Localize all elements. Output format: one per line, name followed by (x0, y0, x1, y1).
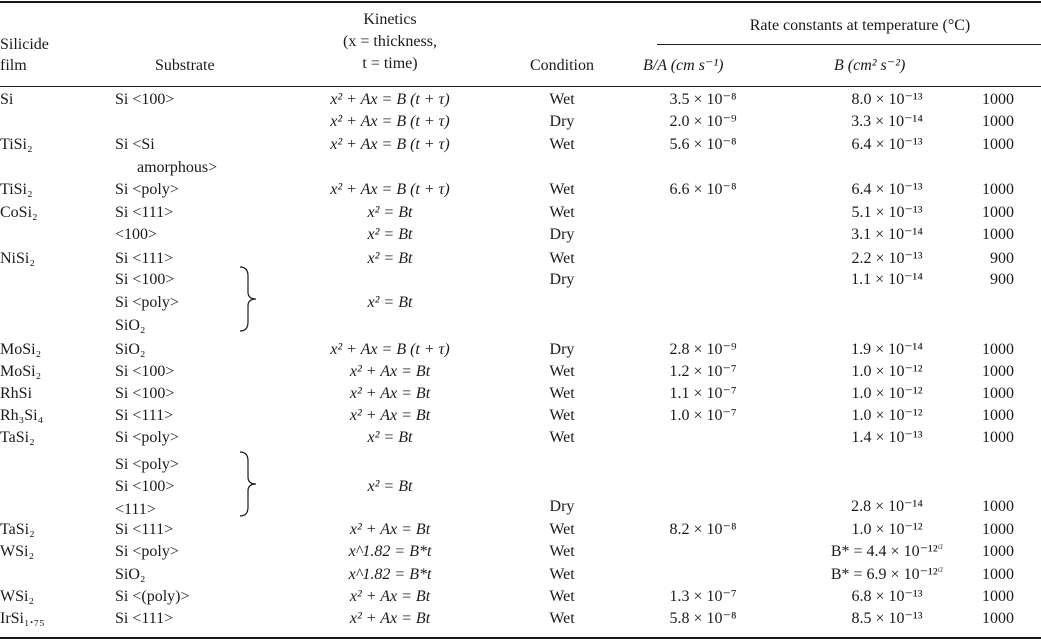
kinetics-cell: x² = Bt (367, 204, 413, 221)
top-rule (0, 1, 1041, 3)
condition-cell: Dry (549, 341, 575, 358)
ba-cell: 1.2 × 10⁻⁷ (669, 363, 737, 380)
condition-cell: Wet (549, 181, 575, 198)
temperature-cell: 1000 (982, 181, 1014, 198)
header-film: film (0, 57, 27, 74)
substrate-cell: Si <poly> (115, 456, 179, 473)
kinetics-cell: x² + Ax = Bt (349, 385, 431, 402)
b-cell: 1.9 × 10⁻¹⁴ (851, 341, 923, 358)
temperature-cell: 1000 (982, 363, 1014, 380)
kinetics-cell: x^1.82 = B*t (348, 543, 432, 560)
ba-cell: 1.3 × 10⁻⁷ (669, 588, 737, 605)
condition-cell: Wet (549, 543, 575, 560)
temperature-cell: 900 (990, 250, 1014, 267)
grouping-brace-icon (238, 451, 258, 517)
temperature-cell: 1000 (982, 204, 1014, 221)
temperature-cell: 1000 (982, 521, 1014, 538)
condition-cell: Wet (549, 136, 575, 153)
kinetics-cell: x² = Bt (367, 294, 413, 311)
condition-cell: Dry (549, 498, 575, 515)
b-cell: 5.1 × 10⁻¹³ (851, 204, 923, 221)
b-cell: 6.4 × 10⁻¹³ (851, 181, 923, 198)
b-cell: 8.0 × 10⁻¹³ (851, 91, 923, 108)
ba-cell: 1.0 × 10⁻⁷ (669, 407, 737, 424)
kinetics-cell: x² + Ax = B (t + τ) (330, 181, 450, 198)
ba-cell: 8.2 × 10⁻⁸ (669, 521, 737, 538)
film-cell: IrSi₁.₇₅ (0, 610, 45, 627)
substrate-cell: Si <poly> (115, 429, 179, 446)
film-cell: TaSi₂ (0, 429, 35, 446)
kinetics-cell: x² + Ax = Bt (349, 363, 431, 380)
condition-cell: Dry (549, 271, 575, 288)
b-cell: 1.0 × 10⁻¹² (851, 521, 923, 538)
film-cell: TaSi₂ (0, 521, 35, 538)
b-cell: 2.2 × 10⁻¹³ (851, 250, 923, 267)
substrate-cell: <100> (115, 226, 158, 243)
kinetics-cell: x² + Ax = B (t + τ) (330, 113, 450, 130)
substrate-cell: Si <111> (115, 610, 174, 627)
header-rate-group: Rate constants at temperature (°C) (749, 17, 971, 34)
substrate-cell: Si <poly> (115, 543, 179, 560)
kinetics-cell: x² = Bt (367, 226, 413, 243)
film-cell: NiSi₂ (0, 250, 35, 267)
temperature-cell: 1000 (982, 429, 1014, 446)
temperature-cell: 1000 (982, 610, 1014, 627)
b-cell: 1.4 × 10⁻¹³ (851, 429, 923, 446)
kinetics-cell: x² + Ax = Bt (349, 610, 431, 627)
temperature-cell: 1000 (982, 113, 1014, 130)
substrate-cell: Si <poly> (115, 181, 179, 198)
film-cell: Rh₃Si₄ (0, 407, 44, 424)
b-cell: 2.8 × 10⁻¹⁴ (851, 498, 923, 515)
kinetics-cell: x² = Bt (367, 478, 413, 495)
substrate-cell: Si <100> (115, 91, 175, 108)
substrate-cell: Si <111> (115, 521, 174, 538)
ba-cell: 3.5 × 10⁻⁸ (669, 91, 737, 108)
film-cell: WSi₂ (0, 543, 35, 560)
header-kinetics-1: Kinetics (363, 11, 417, 28)
ba-cell: 5.8 × 10⁻⁸ (669, 610, 737, 627)
film-cell: MoSi₂ (0, 341, 42, 358)
kinetics-cell: x² + Ax = Bt (349, 588, 431, 605)
substrate-cell: SiO₂ (115, 341, 146, 358)
kinetics-cell: x² + Ax = B (t + τ) (330, 91, 450, 108)
b-cell: 3.3 × 10⁻¹⁴ (851, 113, 923, 130)
kinetics-cell: x² = Bt (367, 250, 413, 267)
header-ba: B/A (cm s⁻¹) (643, 57, 724, 74)
b-cell: 1.1 × 10⁻¹⁴ (851, 271, 923, 288)
condition-cell: Wet (549, 385, 575, 402)
substrate-cell: Si <111> (115, 204, 174, 221)
condition-cell: Wet (549, 363, 575, 380)
substrate-cell: Si <111> (115, 407, 174, 424)
b-cell: 1.0 × 10⁻¹² (851, 407, 923, 424)
substrate-cell: Si <poly> (115, 294, 179, 311)
temperature-cell: 1000 (982, 226, 1014, 243)
header-b: B (cm² s⁻²) (834, 57, 906, 74)
substrate-cell: Si <Si (115, 136, 155, 153)
b-cell: 8.5 × 10⁻¹³ (851, 610, 923, 627)
substrate-cell: Si <100> (115, 385, 175, 402)
temperature-cell: 900 (990, 271, 1014, 288)
b-cell: 6.8 × 10⁻¹³ (851, 588, 923, 605)
film-cell: CoSi₂ (0, 204, 38, 221)
kinetics-cell: x² + Ax = B (t + τ) (330, 136, 450, 153)
condition-cell: Wet (549, 588, 575, 605)
substrate-cell: Si <111> (115, 250, 174, 267)
footnote-marker: a (937, 540, 944, 552)
temperature-cell: 1000 (982, 136, 1014, 153)
condition-cell: Wet (549, 566, 575, 583)
header-rule (0, 86, 1041, 87)
header-silicide: Silicide (0, 36, 49, 53)
kinetics-cell: x^1.82 = B*t (348, 566, 432, 583)
header-condition: Condition (529, 57, 594, 74)
temperature-cell: 1000 (982, 588, 1014, 605)
film-cell: RhSi (0, 385, 33, 402)
substrate-cell: SiO₂ (115, 566, 146, 583)
substrate-cell: SiO₂ (115, 317, 146, 334)
substrate-cell: Si <100> (115, 363, 175, 380)
header-kinetics-3: t = time) (362, 55, 418, 72)
b-cell: 1.0 × 10⁻¹² (851, 385, 923, 402)
film-cell: MoSi₂ (0, 363, 42, 380)
condition-cell: Wet (549, 204, 575, 221)
header-substrate: Substrate (155, 57, 215, 74)
temperature-cell: 1000 (982, 91, 1014, 108)
substrate-cell-cont: amorphous> (137, 159, 218, 176)
b-cell: 6.4 × 10⁻¹³ (851, 136, 923, 153)
film-cell: WSi₂ (0, 588, 35, 605)
condition-cell: Wet (549, 610, 575, 627)
temperature-cell: 1000 (982, 566, 1014, 583)
film-cell: TiSi₂ (0, 181, 33, 198)
header-kinetics-2: (x = thickness, (343, 33, 437, 50)
condition-cell: Wet (549, 91, 575, 108)
temperature-cell: 1000 (982, 543, 1014, 560)
b-cell: 1.0 × 10⁻¹² (851, 363, 923, 380)
film-cell: TiSi₂ (0, 136, 33, 153)
condition-cell: Wet (549, 521, 575, 538)
substrate-cell: Si <100> (115, 478, 175, 495)
kinetics-cell: x² = Bt (367, 429, 413, 446)
ba-cell: 1.1 × 10⁻⁷ (669, 385, 737, 402)
condition-cell: Dry (549, 226, 575, 243)
temperature-cell: 1000 (982, 498, 1014, 515)
kinetics-cell: x² + Ax = Bt (349, 521, 431, 538)
ba-cell: 6.6 × 10⁻⁸ (669, 181, 737, 198)
substrate-cell: Si <(poly)> (115, 588, 190, 605)
b-cell: 3.1 × 10⁻¹⁴ (851, 226, 923, 243)
ba-cell: 5.6 × 10⁻⁸ (669, 136, 737, 153)
temperature-cell: 1000 (982, 385, 1014, 402)
kinetics-cell: x² + Ax = B (t + τ) (330, 341, 450, 358)
substrate-cell: Si <100> (115, 271, 175, 288)
kinetics-cell: x² + Ax = Bt (349, 407, 431, 424)
temperature-cell: 1000 (982, 341, 1014, 358)
b-cell: B* = 4.4 × 10⁻¹²$^a$ (830, 540, 944, 560)
ba-cell: 2.0 × 10⁻⁹ (669, 113, 737, 130)
film-cell: Si (0, 91, 14, 108)
condition-cell: Wet (549, 429, 575, 446)
b-cell: B* = 6.9 × 10⁻¹²$^a$ (830, 563, 944, 583)
condition-cell: Wet (549, 250, 575, 267)
ba-cell: 2.8 × 10⁻⁹ (669, 341, 737, 358)
rate-group-rule (657, 44, 1041, 45)
grouping-brace-icon (238, 266, 258, 332)
condition-cell: Wet (549, 407, 575, 424)
temperature-cell: 1000 (982, 407, 1014, 424)
footnote-marker: a (937, 563, 944, 575)
bottom-rule (0, 637, 1041, 639)
condition-cell: Dry (549, 113, 575, 130)
substrate-cell: <111> (115, 501, 156, 518)
